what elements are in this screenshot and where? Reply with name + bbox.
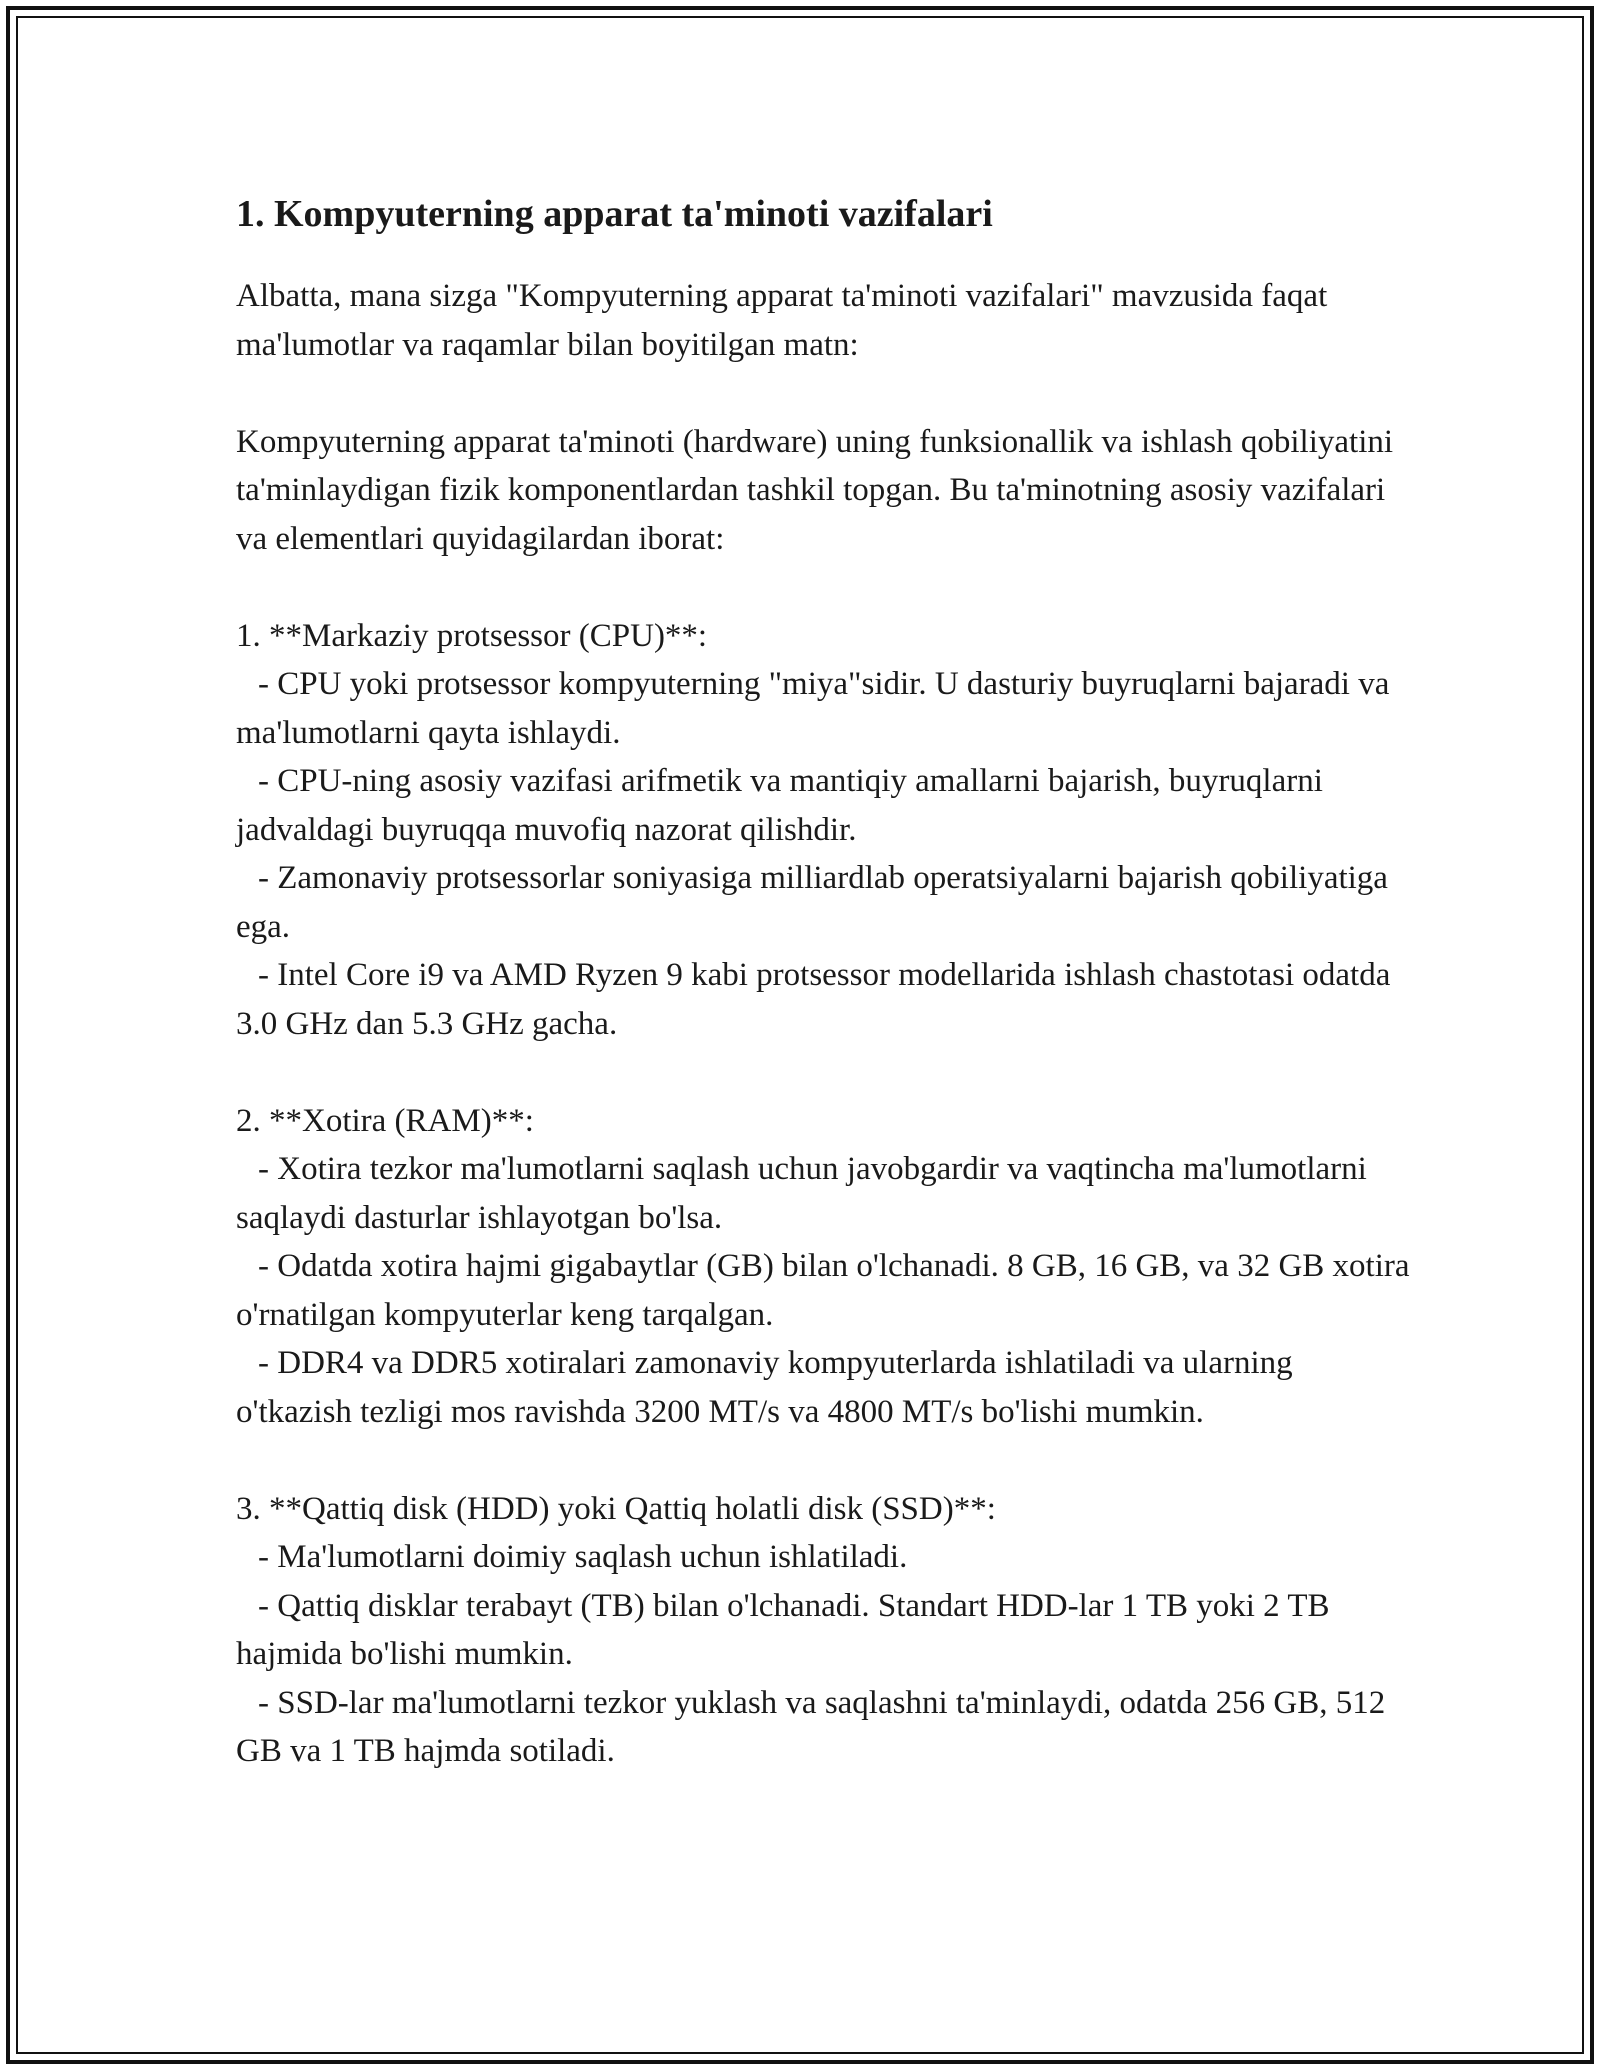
list-item-text: - Zamonaviy protsessorlar soniyasiga milliardlab operatsiyalarni bajarish qobiliyatiga ega. bbox=[236, 860, 1388, 945]
document-title: 1. Kompyuterning apparat ta'minoti vazifalari bbox=[236, 193, 993, 235]
paragraph-gap bbox=[236, 369, 1416, 418]
overview-paragraph: Kompyuterning apparat ta'minoti (hardware) uning funksionallik va ishlash qobiliyatini ta'minlaydigan fizik komponentlardan tashkil topgan. Bu ta'minotning asosiy vazifalari va elementlari quyidagilardan iborat: bbox=[236, 423, 1394, 557]
section-heading: 2. **Xotira (RAM)**: bbox=[236, 1102, 534, 1139]
list-item-text: - Qattiq disklar terabayt (TB) bilan o'lchanadi. Standart HDD-lar 1 TB yoki 2 TB hajmida bo'lishi mumkin. bbox=[236, 1587, 1330, 1672]
section-ram bbox=[236, 1097, 1416, 1437]
paragraph-gap bbox=[236, 1048, 1416, 1097]
list-item bbox=[236, 1145, 1416, 1242]
list-item bbox=[236, 1582, 1416, 1679]
list-item-text: - Ma'lumotlarni doimiy saqlash uchun ishlatiladi. bbox=[258, 1539, 908, 1575]
document-body bbox=[236, 186, 1416, 1776]
list-item-text: - Odatda xotira hajmi gigabaytlar (GB) bilan o'lchanadi. 8 GB, 16 GB, va 32 GB xotira o'rnatilgan kompyuterlar keng tarqalgan. bbox=[236, 1248, 1410, 1333]
intro-paragraph: Albatta, mana sizga "Kompyuterning apparat ta'minoti vazifalari" mavzusida faqat ma'lumotlar va raqamlar bilan boyitilgan matn: bbox=[236, 278, 1328, 363]
list-item bbox=[236, 1533, 1416, 1582]
list-item bbox=[236, 951, 1416, 1048]
list-item bbox=[236, 1242, 1416, 1339]
list-item bbox=[236, 854, 1416, 951]
list-item-text: - DDR4 va DDR5 xotiralari zamonaviy kompyuterlarda ishlatiladi va ularning o'tkazish tezligi mos ravishda 3200 MT/s va 4800 MT/s bo'lishi mumkin. bbox=[236, 1345, 1293, 1430]
list-item-text: - CPU-ning asosiy vazifasi arifmetik va mantiqiy amallarni bajarish, buyruqlarni jadvaldagi buyruqqa muvofiq nazorat qilishdir. bbox=[236, 763, 1323, 848]
section-cpu bbox=[236, 612, 1416, 1049]
paragraph-gap bbox=[236, 1436, 1416, 1485]
list-item bbox=[236, 660, 1416, 757]
list-item-text: - Intel Core i9 va AMD Ryzen 9 kabi protsessor modellarida ishlash chastotasi odatda 3.0 GHz dan 5.3 GHz gacha. bbox=[236, 957, 1391, 1042]
list-item-text: - SSD-lar ma'lumotlarni tezkor yuklash va saqlashni ta'minlaydi, odatda 256 GB, 512 GB va 1 TB hajmda sotiladi. bbox=[236, 1684, 1386, 1769]
list-item bbox=[236, 1679, 1416, 1776]
list-item bbox=[236, 1339, 1416, 1436]
paragraph-gap bbox=[236, 563, 1416, 612]
section-heading: 1. **Markaziy protsessor (CPU)**: bbox=[236, 617, 708, 654]
section-storage bbox=[236, 1485, 1416, 1776]
section-heading: 3. **Qattiq disk (HDD) yoki Qattiq holatli disk (SSD)**: bbox=[236, 1490, 996, 1527]
list-item-text: - Xotira tezkor ma'lumotlarni saqlash uchun javobgardir va vaqtincha ma'lumotlarni saqlaydi dasturlar ishlayotgan bo'lsa. bbox=[236, 1151, 1367, 1236]
list-item bbox=[236, 757, 1416, 854]
list-item-text: - CPU yoki protsessor kompyuterning "miya"sidir. U dasturiy buyruqlarni bajaradi va ma'lumotlarni qayta ishlaydi. bbox=[236, 666, 1390, 751]
